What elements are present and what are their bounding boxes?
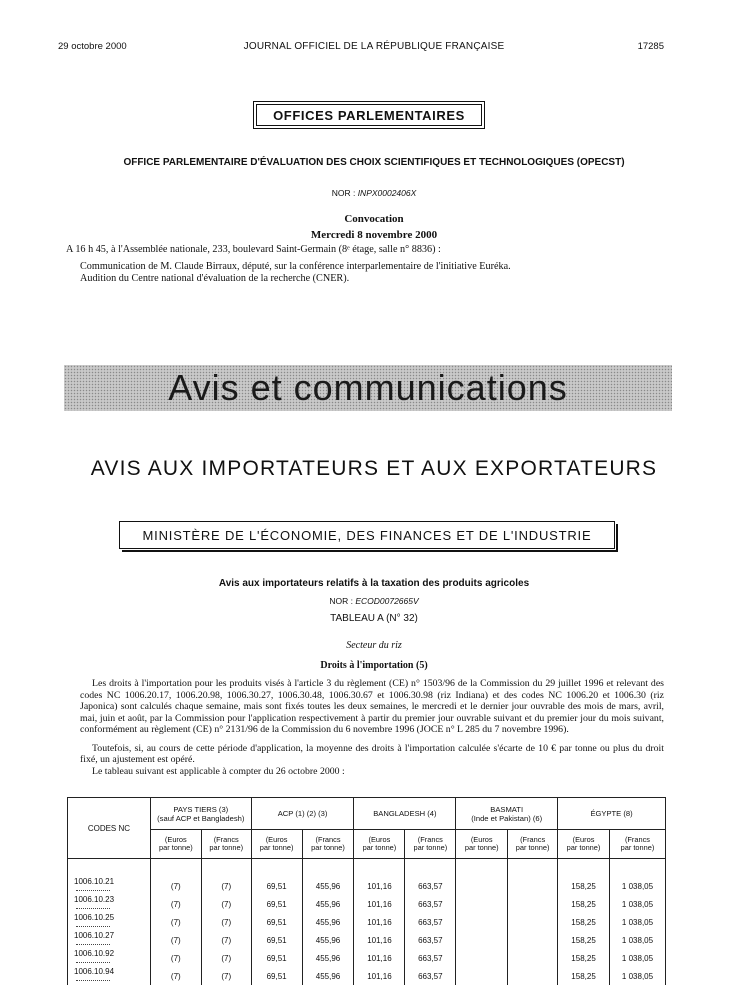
avis-importateurs-heading: AVIS AUX IMPORTATEURS ET AUX EXPORTATEURS — [90, 457, 658, 480]
cell-value: 101,16 — [354, 967, 405, 985]
table-row — [68, 895, 666, 913]
cell-value: 455,96 — [302, 895, 354, 913]
unit-header-euros: (Euros par tonne) — [354, 830, 405, 859]
nor-label: NOR : — [329, 596, 353, 606]
unit-header-euros: (Euros par tonne) — [150, 830, 201, 859]
unit-header-euros: (Euros par tonne) — [456, 830, 508, 859]
cell-value: (7) — [201, 895, 251, 913]
notice-title: Avis aux importateurs relatifs à la taxation des produits agricoles — [218, 578, 530, 589]
cell-value: 158,25 — [558, 931, 610, 949]
cell-value: 69,51 — [251, 913, 302, 931]
cell-value: (7) — [150, 895, 201, 913]
cell-value: (7) — [150, 967, 201, 985]
group-header-acp: ACP (1) (2) (3) — [251, 798, 354, 830]
cell-value — [508, 967, 558, 985]
group-header-pays-tiers: PAYS TIERS (3) (sauf ACP et Bangladesh) — [150, 798, 251, 830]
cell-value: 1 038,05 — [609, 967, 665, 985]
cell-value — [508, 859, 558, 896]
cell-value: (7) — [201, 949, 251, 967]
unit-header-euros: (Euros par tonne) — [558, 830, 610, 859]
table-row — [68, 967, 666, 985]
cell-value: 101,16 — [354, 895, 405, 913]
cell-code: 1006.10.21 — [68, 859, 151, 896]
cell-value: 663,57 — [405, 967, 456, 985]
unit-header-francs: (Francs par tonne) — [405, 830, 456, 859]
meeting-date: Mercredi 8 novembre 2000 — [310, 229, 438, 241]
cell-value: 1 038,05 — [609, 859, 665, 896]
cell-value: 455,96 — [302, 859, 354, 896]
table-body — [68, 859, 666, 986]
cell-value — [508, 931, 558, 949]
ministry-box — [119, 521, 615, 549]
journal-title: JOURNAL OFFICIEL DE LA RÉPUBLIQUE FRANÇAISE — [243, 41, 505, 52]
cell-code: 1006.10.25 — [68, 913, 151, 931]
group-header-egypte: ÉGYPTE (8) — [558, 798, 666, 830]
cell-value — [456, 913, 508, 931]
page-number: 17285 — [637, 41, 664, 52]
cell-value: (7) — [150, 859, 201, 896]
nor-label: NOR : — [331, 188, 356, 198]
cell-value: 663,57 — [405, 895, 456, 913]
cell-value: 101,16 — [354, 913, 405, 931]
cell-value: 158,25 — [558, 859, 610, 896]
cell-value: 158,25 — [558, 895, 610, 913]
cell-value: 1 038,05 — [609, 895, 665, 913]
cell-value: 69,51 — [251, 895, 302, 913]
cell-value: (7) — [150, 931, 201, 949]
unit-header-francs: (Francs par tonne) — [508, 830, 558, 859]
import-duties-table — [67, 797, 666, 985]
sector-label: Secteur du riz — [346, 640, 402, 651]
cell-value: 1 038,05 — [609, 913, 665, 931]
cell-value: 158,25 — [558, 967, 610, 985]
nor-notice — [0, 596, 748, 606]
cell-value: 101,16 — [354, 931, 405, 949]
cell-value — [508, 895, 558, 913]
cell-value — [456, 895, 508, 913]
meeting-location: A 16 h 45, à l'Assemblée nationale, 233, boulevard Saint-Germain (8ᵉ étage, salle n° 8836) : — [66, 244, 441, 255]
cell-code: 1006.10.94 — [68, 967, 151, 985]
cell-value: (7) — [201, 913, 251, 931]
codes-nc-header: CODES NC — [68, 798, 151, 859]
nor-code: ECOD0072665V — [355, 596, 419, 606]
opecst-title: OFFICE PARLEMENTAIRE D'ÉVALUATION DES CHOIX SCIENTIFIQUES ET TECHNOLOGIQUES (OPECST) — [123, 157, 625, 168]
nor-code: INPX0002406X — [357, 188, 417, 198]
duties-title: Droits à l'importation (5) — [320, 660, 428, 671]
cell-value: 455,96 — [302, 949, 354, 967]
cell-value: 455,96 — [302, 967, 354, 985]
convocation-heading: Convocation — [344, 213, 404, 225]
cell-value: 663,57 — [405, 931, 456, 949]
cell-value: 69,51 — [251, 859, 302, 896]
unit-header-francs: (Francs par tonne) — [609, 830, 665, 859]
table-row — [68, 859, 666, 896]
unit-header-euros: (Euros par tonne) — [251, 830, 302, 859]
cell-value: (7) — [201, 931, 251, 949]
group-header-bangladesh: BANGLADESH (4) — [354, 798, 456, 830]
header-date: 29 octobre 2000 — [58, 41, 127, 52]
table-reference: TABLEAU A (N° 32) — [330, 613, 418, 624]
cell-value — [508, 949, 558, 967]
cell-value: 1 038,05 — [609, 949, 665, 967]
cell-value: 663,57 — [405, 949, 456, 967]
unit-header-row — [68, 830, 666, 859]
table-row — [68, 949, 666, 967]
cell-value: (7) — [150, 913, 201, 931]
meeting-audition: Audition du Centre national d'évaluation de la recherche (CNER). — [80, 273, 350, 284]
cell-value: (7) — [150, 949, 201, 967]
nor-opecst — [0, 188, 748, 198]
cell-value: (7) — [201, 967, 251, 985]
ministry-title: MINISTÈRE DE L'ÉCONOMIE, DES FINANCES ET DE L'INDUSTRIE — [142, 527, 592, 543]
cell-code: 1006.10.23 — [68, 895, 151, 913]
unit-header-francs: (Francs par tonne) — [302, 830, 354, 859]
paragraph-applicable: Le tableau suivant est applicable à compter du 26 octobre 2000 : — [92, 765, 345, 777]
cell-value — [456, 949, 508, 967]
cell-value — [456, 931, 508, 949]
table-row — [68, 913, 666, 931]
paragraph-adjustment: Toutefois, si, au cours de cette période d'application, la moyenne des droits à l'importation calculée s'écarte de 10 € par tonne ou plus du droit fixé, un ajustement est opéré. — [80, 742, 664, 765]
cell-value — [456, 967, 508, 985]
group-header-basmati: BASMATI (Inde et Pakistan) (6) — [456, 798, 558, 830]
cell-value: 663,57 — [405, 859, 456, 896]
cell-value: 69,51 — [251, 931, 302, 949]
cell-value: 101,16 — [354, 859, 405, 896]
cell-code: 1006.10.92 — [68, 949, 151, 967]
cell-value: 455,96 — [302, 931, 354, 949]
body-text — [80, 678, 664, 777]
cell-value — [456, 859, 508, 896]
cell-value: 1 038,05 — [609, 931, 665, 949]
offices-parlementaires-box — [253, 101, 485, 129]
avis-communications-title: Avis et communications — [168, 367, 568, 408]
cell-value: 101,16 — [354, 949, 405, 967]
cell-value: 455,96 — [302, 913, 354, 931]
cell-value: (7) — [201, 859, 251, 896]
cell-value — [508, 913, 558, 931]
table-row — [68, 931, 666, 949]
meeting-communication: Communication de M. Claude Birraux, député, sur la conférence interparlementaire de l'initiative Euréka. — [80, 261, 511, 272]
cell-code: 1006.10.27 — [68, 931, 151, 949]
cell-value: 69,51 — [251, 967, 302, 985]
unit-header-francs: (Francs par tonne) — [201, 830, 251, 859]
cell-value: 69,51 — [251, 949, 302, 967]
offices-parlementaires-title: OFFICES PARLEMENTAIRES — [256, 104, 482, 126]
cell-value: 158,25 — [558, 913, 610, 931]
paragraph-duties: Les droits à l'importation pour les produits visés à l'article 3 du règlement (CE) n° 1503/96 de la Commission du 29 juillet 1996 et relevant des codes NC 1006.20.17, 1006.20.98, 1006.30.27, 1006.30.48, 1006.30.67 et 1006.30.98 (riz Indiana) et des codes NC 1006.20 et 1006.30 (riz Japonica) sont calculés chaque semaine, mais sont fixés toutes les deux semaines, le mercredi et le dernier jour ouvrable des mois de mars, avril, mai, juin et août, par la Commission pour l'application respectivement à partir du premier jour ouvrable suivant et du premier jour du mois suivant, conformément au règlement (CE) n° 2131/96 de la Commission du 6 novembre 1996 (JOCE n° L 285 du 7 novembre 1996). — [80, 678, 664, 735]
cell-value: 158,25 — [558, 949, 610, 967]
cell-value: 663,57 — [405, 913, 456, 931]
